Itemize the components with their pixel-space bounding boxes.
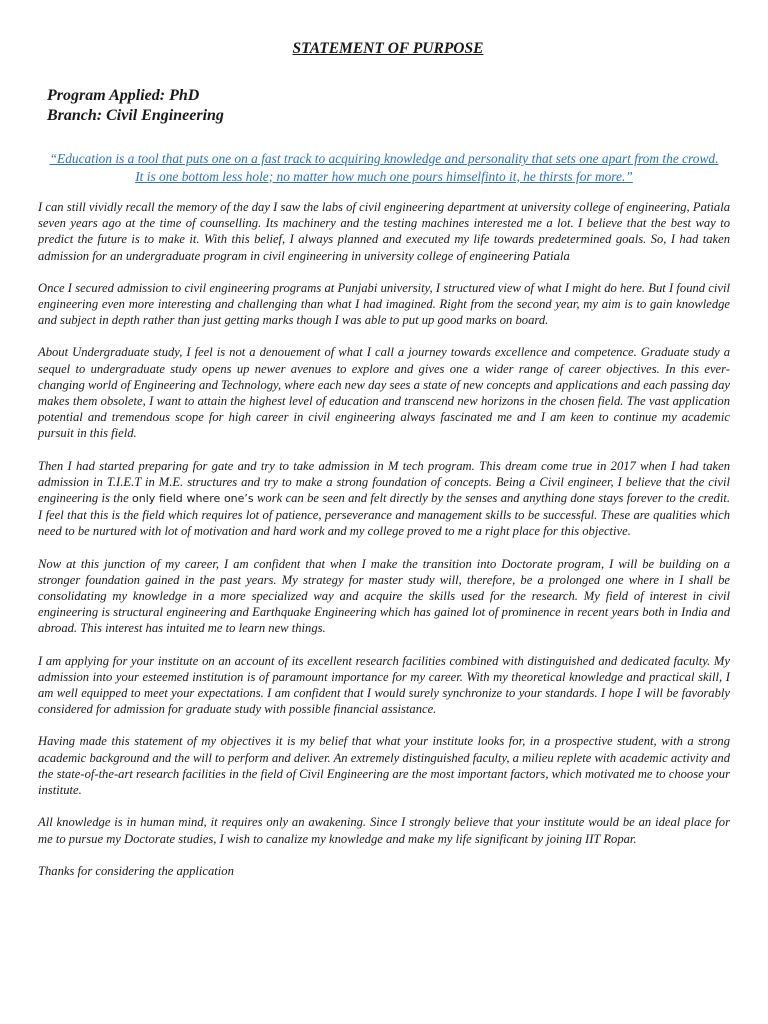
paragraph-4 bbox=[38, 458, 730, 540]
branch: Branch: Civil Engineering bbox=[47, 107, 224, 124]
paragraph-6: I am applying for your institute on an account of its excellent research facilities combined with distinguished and dedicated faculty. My admission into your esteemed institution is of paramount importance for my career. With my theoretical knowledge and practical skill, I am well equipped to meet your expectations. I am confident that I would surely synchronize to your standards. I hope I will be favorably considered for admission for graduate study with possible financial assistance. bbox=[38, 653, 730, 717]
paragraph-3: About Undergraduate study, I feel is not a denouement of what I call a journey towards excellence and competence. Graduate study a sequel to undergraduate study opens up newer avenues to explore and gives one a wider range of career objectives. In this ever-changing world of Engineering and Technology, where each new day sees a state of new concepts and applications and each passing day makes them obsolete, I want to attain the highest level of education and transcend new horizons in the chosen field. The vast application potential and tremendous scope for high career in civil engineering always fascinated me and I am keen to continue my academic pursuit in this field. bbox=[38, 345, 730, 441]
paragraph-5: Now at this junction of my career, I am confident that when I make the transition into Doctorate program, I will be building on a stronger foundation gained in the past years. My strategy for master study will, therefore, be a prolonged one where in I shall be consolidating my knowledge in a more specialized way and acquire the skills used for the research. My field of interest in civil engineering is structural engineering and Earthquake Engineering which has gained lot of prominence in recent years both in India and abroad. This interest has intuited me to learn new things. bbox=[38, 556, 730, 636]
paragraph-4-part-b: only field where one’s bbox=[132, 492, 254, 506]
closing-line: Thanks for considering the application bbox=[38, 863, 234, 878]
paragraph-4-part-c: work can be seen and felt directly by the senses and anything done stays forever to the credit. I feel that this is the field which requires lot of patience, perseverance and management skills to be successful. These are qualities which need to be nurtured with lot of motivation and hard work and my college proved to me a right place for this objective. bbox=[38, 491, 730, 539]
paragraph-1: I can still vividly recall the memory of the day I saw the labs of civil engineering department at university college of engineering, Patiala seven years ago at the time of counselling. Its machinery and the testing machines interested me a lot. I believe that the best way to predict the future is to make it. With this belief, I always planned and executed my life towards predetermined goals. So, I had taken admission for an undergraduate program in civil engineering in university college of engineering Patiala bbox=[38, 200, 730, 263]
paragraph-2: Once I secured admission to civil engineering programs at Punjabi university, I structured view of what I might do here. But I found civil engineering even more interesting and challenging than what I had imagined. Right from the second year, my aim is to gain knowledge and subject in depth rather than just getting marks though I was able to put up good marks on board. bbox=[38, 280, 730, 328]
paragraph-4-part-a: Then I had started preparing for gate and try to take admission in M tech program. This dream come true in 2017 when I had taken admission in T.I.E.T in M.E. structures and try to make a strong foundation of concepts. Being a Civil engineer, I believe that the civil engineering is the bbox=[38, 458, 730, 506]
document-page bbox=[38, 40, 730, 895]
paragraph-7: Having made this statement of my objectives it is my belief that what your institute looks for, in a prospective student, with a strong academic background and the will to perform and deliver. An extremely distinguished faculty, a milieu replete with academic activity and the state-of-the-art research facilities in the field of Civil Engineering are the most important factors, which motivated me to choose your institute. bbox=[38, 734, 730, 798]
document-title: STATEMENT OF PURPOSE bbox=[292, 40, 484, 57]
program-applied: Program Applied: PhD bbox=[47, 87, 200, 104]
paragraph-8: All knowledge is in human mind, it requires only an awakening. Since I strongly believe that your institute would be an ideal place for me to pursue my Doctorate studies, I wish to canalize my knowledge and make my life significant by joining IIT Ropar. bbox=[38, 815, 730, 846]
epigraph-quote: “Education is a tool that puts one on a fast track to acquiring knowledge and personality that sets one apart from the crowd. It is one bottom less hole; no matter how much one pours himselfinto it, he thirsts for more.” bbox=[49, 151, 719, 184]
